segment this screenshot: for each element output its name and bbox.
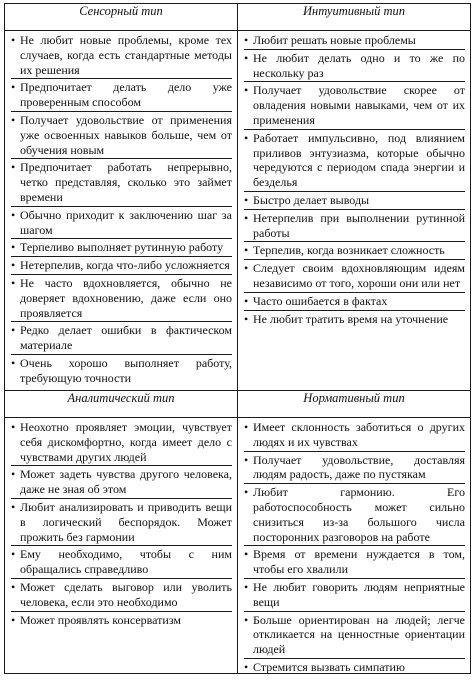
bullet-mark: • [11, 579, 16, 594]
bullet-mark: • [244, 130, 249, 145]
list-item-text: Не любит говорить людям неприятные вещи [253, 579, 465, 609]
bullet-mark: • [11, 612, 16, 627]
list-item-text: Нетерпелив, когда что-либо усложняется [20, 258, 230, 273]
list-item [11, 355, 232, 387]
bullet-mark: • [11, 33, 16, 47]
list-item-text: Предпочитает делать дело уже проверенным способом [20, 80, 232, 110]
header-row-bottom [5, 391, 471, 418]
list-item [11, 207, 232, 240]
bullet-mark: • [244, 83, 249, 98]
list-item [244, 452, 465, 485]
list-item [244, 293, 465, 311]
list-item-text: Любит гармонию. Его работоспособность может сильно снизиться из-за большого числа посторонних разговоров на работе [253, 485, 465, 544]
header-row-top [5, 4, 471, 31]
bullet-mark: • [244, 210, 249, 225]
intuitive-cell [238, 31, 471, 391]
list-item-text: Не любит тратить время на уточнение [253, 311, 449, 326]
list-item-text: Предпочитает работать непрерывно, четко представляя, сколько это займет времени [20, 160, 232, 204]
list-item [11, 612, 232, 629]
list-item [11, 275, 232, 322]
list-item-text: Неохотно проявляет эмоции, чувствует себя дискомфортно, когда имеет дело с чувствами других людей [20, 420, 232, 464]
bullet-mark: • [11, 499, 16, 514]
list-item [244, 311, 465, 328]
list-item [11, 419, 232, 466]
bullet-mark: • [11, 420, 16, 434]
list-item [11, 466, 232, 499]
list-item [11, 499, 232, 546]
list-item [244, 242, 465, 260]
list-item-text: Терпеливо выполняет рутинную работу [20, 240, 224, 255]
bullet-mark: • [11, 207, 16, 222]
column-header-normative: Нормативный тип [238, 391, 471, 418]
column-header-sensory: Сенсорный тип [5, 4, 238, 31]
normative-cell [238, 418, 471, 674]
list-item [244, 546, 465, 579]
list-item [11, 579, 232, 612]
list-item-text: Ему необходимо, чтобы с ним обращались справедливо [20, 547, 232, 577]
list-item [11, 322, 232, 355]
list-item [244, 612, 465, 659]
bullet-mark: • [244, 293, 249, 308]
bullet-mark: • [244, 612, 249, 627]
bullet-mark: • [244, 261, 249, 276]
list-item-text: Любит анализировать и приводить вещи в логический беспорядок. Может прожить без гармонии [20, 499, 232, 544]
list-item [11, 79, 232, 112]
bullet-mark: • [11, 323, 16, 338]
list-item [11, 257, 232, 275]
list-item-text: Получает удовольствие скорее от овладения новыми навыками, чем от их применения [253, 83, 465, 127]
list-item-text: Не любит делать одно и то же по нескольку раз [253, 50, 465, 80]
content-row-top [5, 31, 471, 391]
list-item-text: Получает удовольствие, доставляя людям радость, даже по пустякам [253, 452, 465, 482]
list-item [244, 260, 465, 293]
bullet-mark: • [244, 485, 249, 500]
list-item-text: Время от времени нуждается в том, чтобы его хвалили [253, 547, 465, 577]
list-item-text: Часто ошибается в фактах [253, 293, 388, 308]
list-item [244, 192, 465, 210]
bullet-mark: • [244, 420, 249, 434]
list-item-text: Не часто вдохновляется, обычно не доверяет вдохновению, даже если оно проявляется [20, 275, 232, 320]
analytical-cell [5, 418, 238, 674]
list-item-text: Может сделать выговор или уволить человека, если это необходимо [20, 579, 232, 609]
bullet-mark: • [11, 240, 16, 255]
list-item-text: Может проявлять консерватизм [20, 612, 182, 627]
list-item [11, 32, 232, 79]
list-item [11, 239, 232, 257]
list-item [244, 32, 465, 50]
bullet-mark: • [244, 659, 249, 674]
list-item-text: Стремится вызвать симпатию [253, 659, 405, 674]
list-item [244, 484, 465, 546]
list-item [244, 82, 465, 129]
list-item-text: Обычно приходит к заключению шаг за шагом [20, 207, 232, 237]
bullet-mark: • [11, 275, 16, 290]
bullet-mark: • [244, 192, 249, 207]
list-item-text: Следует своим вдохновляющим идеям независимо от того, хороши они или нет [253, 261, 465, 290]
bullet-mark: • [11, 112, 16, 127]
list-item-text: Имеет склонность заботиться о других людях и их чувствах [253, 420, 465, 449]
content-row-bottom [5, 418, 471, 674]
list-item-text: Не любит новые проблемы, кроме тех случаев, когда есть стандартные методы их решения [20, 33, 232, 77]
list-item-text: Больше ориентирован на людей; легче откликается на ценностные ориентации людей [253, 612, 465, 657]
list-item [11, 112, 232, 159]
list-item-text: Терпелив, когда возникает сложность [253, 243, 445, 258]
list-item [11, 546, 232, 579]
personality-types-table [4, 3, 471, 674]
bullet-mark: • [244, 50, 249, 65]
normative-list [238, 418, 470, 673]
bullet-mark: • [11, 355, 16, 370]
list-item [244, 130, 465, 192]
bullet-mark: • [244, 579, 249, 594]
list-item-text: Получает удовольствие от применения уже освоенных навыков больше, чем от обучения новым [20, 112, 232, 157]
column-header-analytical: Аналитический тип [5, 391, 238, 418]
list-item [244, 50, 465, 83]
list-item [11, 159, 232, 206]
list-item-text: Может задеть чувства другого человека, даже не зная об этом [20, 467, 232, 497]
column-header-intuitive: Интуитивный тип [238, 4, 471, 31]
bullet-mark: • [11, 467, 16, 482]
bullet-mark: • [244, 547, 249, 562]
bullet-mark: • [11, 547, 16, 562]
bullet-mark: • [244, 243, 249, 258]
list-item [244, 210, 465, 243]
sensory-list [5, 31, 237, 390]
list-item [244, 659, 465, 676]
list-item-text: Быстро делает выводы [253, 192, 370, 207]
list-item-text: Редко делает ошибки в фактическом материале [20, 323, 232, 353]
bullet-mark: • [244, 452, 249, 467]
list-item-text: Очень хорошо выполняет работу, требующую точности [20, 355, 232, 385]
bullet-mark: • [11, 160, 16, 175]
list-item-text: Любит решать новые проблемы [253, 33, 416, 47]
bullet-mark: • [11, 80, 16, 95]
list-item-text: Работает импульсивно, под влиянием приливов энтузиазма, которые обычно чередуются с периодом спада энергии и безделья [253, 130, 465, 190]
bullet-mark: • [244, 33, 249, 47]
sensory-cell [5, 31, 238, 391]
list-item-text: Нетерпелив при выполнении рутинной работы [253, 210, 465, 240]
list-item [244, 579, 465, 612]
intuitive-list [238, 31, 470, 390]
list-item [244, 419, 465, 452]
bullet-mark: • [11, 258, 16, 273]
bullet-mark: • [244, 311, 249, 326]
analytical-list [5, 418, 237, 673]
